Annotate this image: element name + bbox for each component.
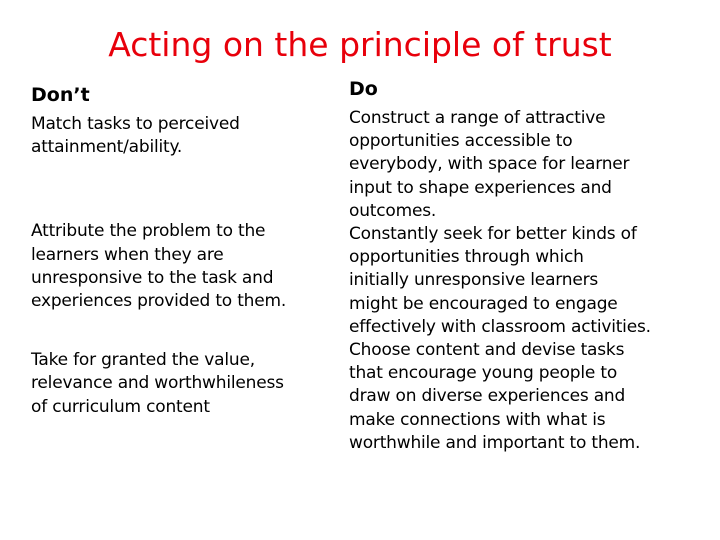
slide-title: Acting on the principle of trust bbox=[108, 25, 612, 64]
dont-heading: Don’t bbox=[31, 84, 90, 106]
dont-item: Match tasks to perceived attainment/ability. bbox=[31, 114, 240, 158]
do-item: Constantly seek for better kinds of opportunities through which initially unresponsive learners might be encouraged to engage effectively with classroom activities. bbox=[349, 224, 651, 337]
dont-column bbox=[31, 82, 336, 419]
do-item: Choose content and devise tasks that encourage young people to draw on diverse experiences and make connections with what is worthwhile and important to them. bbox=[349, 340, 641, 453]
do-column bbox=[349, 76, 714, 455]
dont-item: Take for granted the value, relevance and worthwhileness of curriculum content bbox=[31, 350, 284, 417]
do-item: Construct a range of attractive opportunities accessible to everybody, with space for learner input to shape experiences and outcomes. bbox=[349, 108, 630, 221]
do-heading: Do bbox=[349, 78, 378, 100]
dont-item: Attribute the problem to the learners when they are unresponsive to the task and experiences provided to them. bbox=[31, 221, 287, 312]
